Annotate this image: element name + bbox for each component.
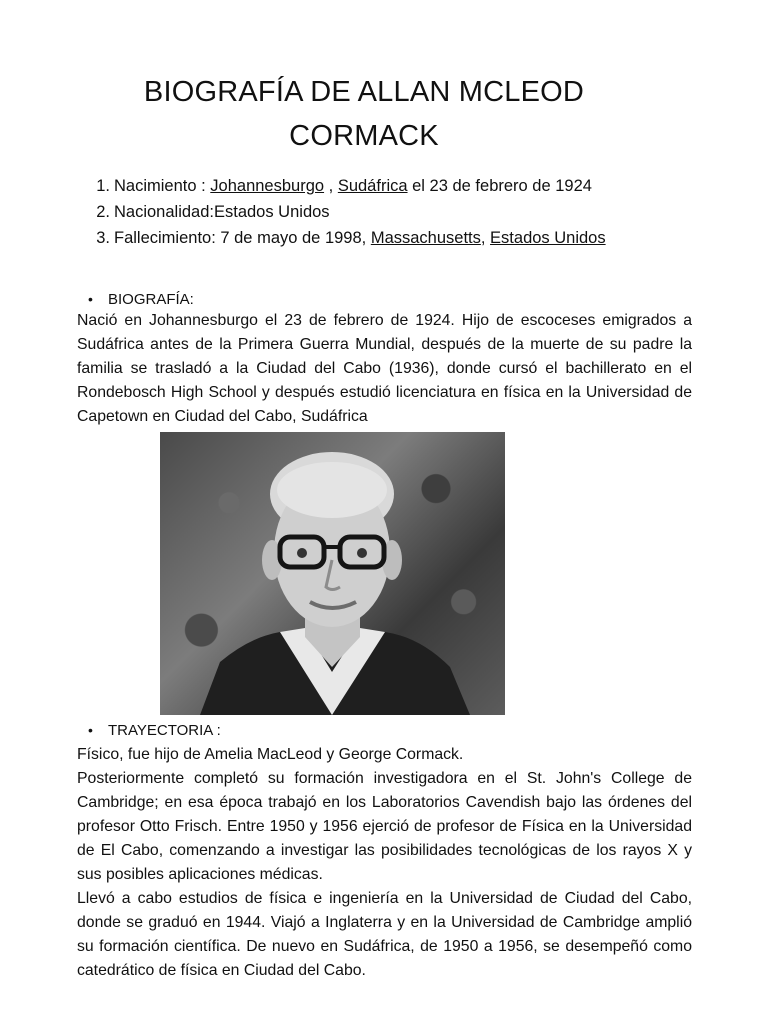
trayectoria-heading-text: TRAYECTORIA :	[108, 722, 221, 739]
trayectoria-paragraph-1: Físico, fue hijo de Amelia MacLeod y George Cormack.	[77, 746, 464, 763]
fact-nationality	[78, 199, 606, 225]
link-sudafrica[interactable]: Sudáfrica	[337, 177, 408, 195]
fact-text: Nacionalidad:Estados Unidos	[114, 203, 330, 221]
link-johannesburgo[interactable]: Johannesburgo	[210, 177, 325, 195]
list-number: 2.	[96, 203, 110, 221]
list-number: 3.	[96, 229, 110, 247]
fact-text: Nacimiento :	[114, 177, 211, 195]
portrait-illustration	[160, 432, 505, 715]
fact-text: Fallecimiento: 7 de mayo de 1998,	[114, 229, 371, 247]
biografia-heading-text: BIOGRAFÍA:	[108, 291, 194, 308]
link-estados-unidos[interactable]: Estados Unidos	[490, 229, 606, 247]
fact-text: el 23 de febrero de 1924	[407, 177, 592, 195]
fact-birth	[78, 173, 606, 199]
portrait-photo	[160, 432, 505, 715]
link-massachusetts[interactable]: Massachusetts	[370, 229, 481, 247]
fact-text: ,	[324, 177, 338, 195]
fact-text: ,	[480, 229, 491, 247]
trayectoria-heading	[88, 718, 221, 743]
bullet-icon: •	[88, 291, 93, 307]
document-title: BIOGRAFÍA DE ALLAN MCLEOD CORMACK	[143, 76, 585, 152]
trayectoria-paragraph-3: Llevó a cabo estudios de física e ingeniería en la Universidad de Ciudad del Cabo, donde se graduó en 1944. Viajó a Inglaterra y en la Universidad de Cambridge amplió su formación científica. De nuevo en Sudáfrica, de 1950 a 1956, se desempeñó como catedrático de física en Ciudad del Cabo.	[77, 890, 692, 979]
fact-death	[78, 225, 606, 251]
biografia-paragraph: Nació en Johannesburgo el 23 de febrero de 1924. Hijo de escoceses emigrados a Sudáfrica antes de la Primera Guerra Mundial, después de la muerte de su padre la familia se trasladó a la Ciudad del Cabo (1936), donde cursó el bachillerato en el Rondebosch High School y después estudió licenciatura en física en la Universidad de Capetown en Ciudad del Cabo, Sudáfrica	[77, 312, 692, 425]
trayectoria-paragraph-2: Posteriormente completó su formación investigadora en el St. John's College de Cambridge; en esa época trabajó en los Laboratorios Cavendish bajo las órdenes del profesor Otto Frisch. Entre 1950 y 1956 ejerció de profesor de Física en la Universidad de El Cabo, comenzando a investigar las posibilidades tecnológicas de los rayos X y sus posibles aplicaciones médicas.	[77, 770, 692, 883]
bullet-icon: •	[88, 722, 93, 738]
list-number: 1.	[96, 177, 110, 195]
facts-list	[78, 173, 606, 251]
